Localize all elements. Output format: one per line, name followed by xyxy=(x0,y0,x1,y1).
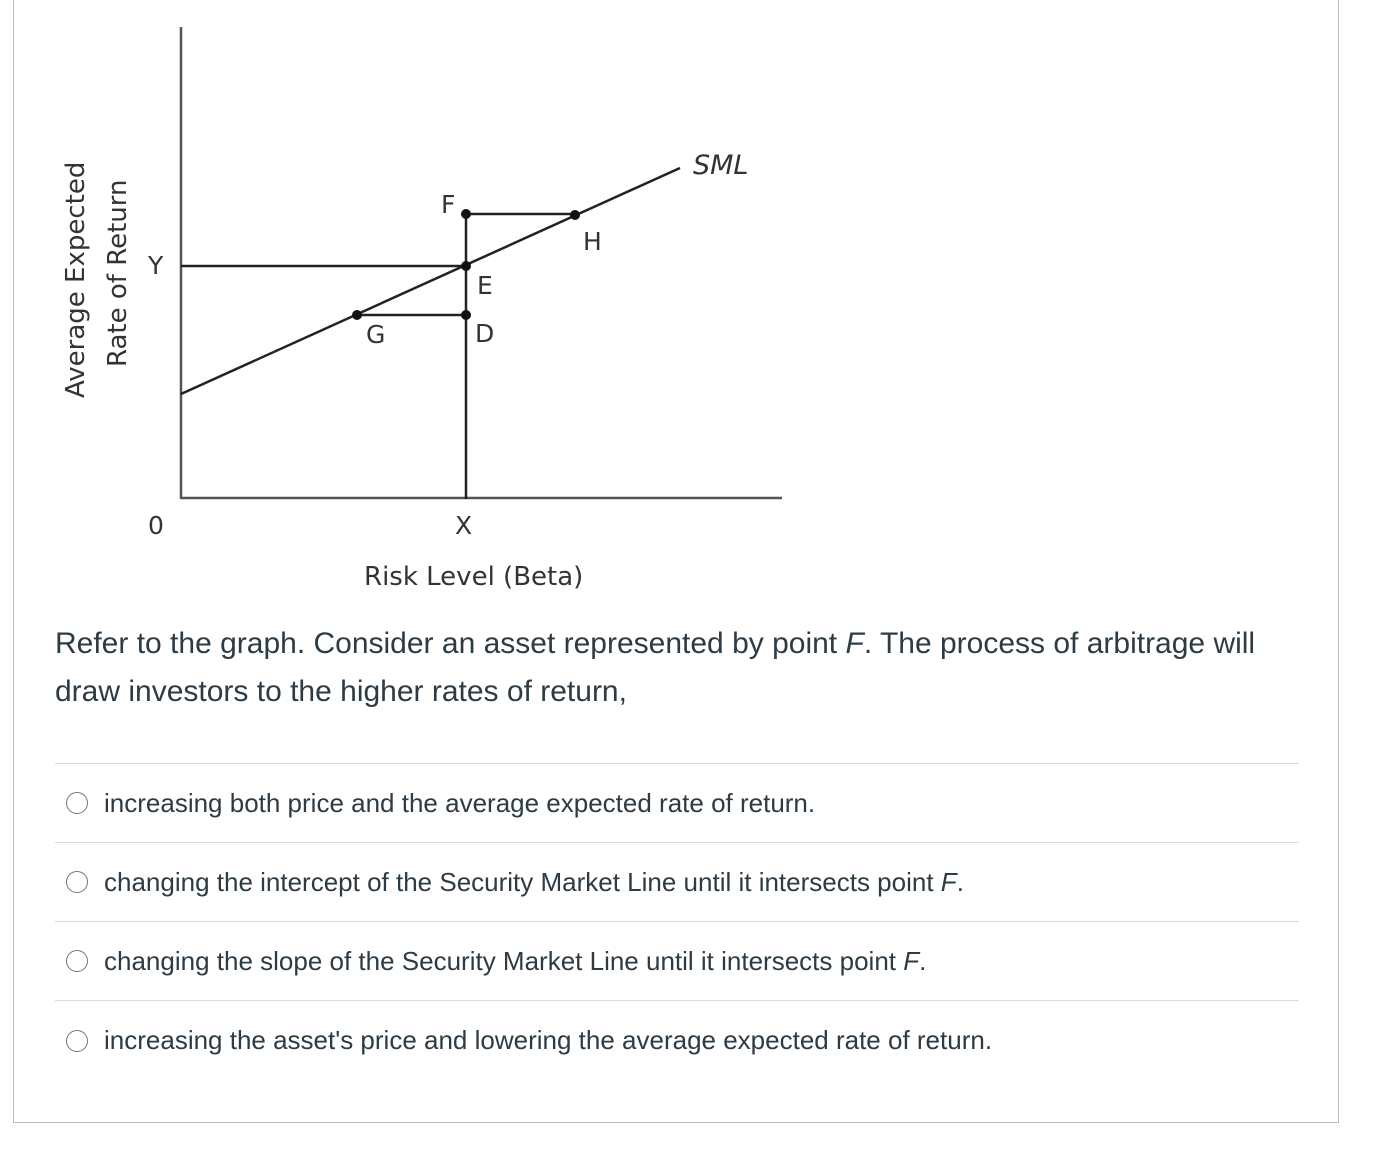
point-f-label: F xyxy=(441,190,456,219)
answer-option[interactable] xyxy=(55,763,1299,842)
answer-label[interactable]: changing the intercept of the Security Market Line until it intersects point F. xyxy=(104,866,964,897)
question-text: Refer to the graph. Consider an asset represented by point F. The process of arbitrage will draw investors to the higher rates of return, xyxy=(55,627,1256,708)
y-axis-label-line2: Rate of Return xyxy=(103,179,133,367)
point-h xyxy=(570,210,580,220)
point-g xyxy=(352,310,362,320)
origin-label: 0 xyxy=(148,511,164,540)
radio-button[interactable] xyxy=(66,950,88,972)
y-tick-label: Y xyxy=(148,251,164,280)
question-point-ref: F xyxy=(845,627,864,660)
point-h-label: H xyxy=(583,227,602,256)
point-e-label: E xyxy=(477,271,493,300)
answer-label[interactable]: changing the slope of the Security Market Line until it intersects point F. xyxy=(104,945,927,976)
radio-button[interactable] xyxy=(66,871,88,893)
point-f xyxy=(461,209,471,219)
sml-line xyxy=(181,168,680,394)
point-d xyxy=(461,310,471,320)
sml-label: SML xyxy=(693,150,749,181)
answer-option[interactable] xyxy=(55,842,1299,921)
answer-option[interactable] xyxy=(55,1000,1299,1080)
answer-label[interactable]: increasing the asset's price and lowering the average expected rate of return. xyxy=(104,1025,993,1055)
answer-list xyxy=(55,763,1299,1080)
point-d-label: D xyxy=(475,319,495,348)
x-axis-label: Risk Level (Beta) xyxy=(364,562,584,592)
point-e xyxy=(461,261,471,271)
x-tick-label: X xyxy=(455,511,473,540)
radio-button[interactable] xyxy=(66,1030,88,1052)
radio-button[interactable] xyxy=(66,792,88,814)
y-axis-label-line1: Average Expected xyxy=(61,161,91,398)
answer-option[interactable] xyxy=(55,921,1299,1000)
answer-label[interactable]: increasing both price and the average expected rate of return. xyxy=(104,787,816,818)
point-g-label: G xyxy=(366,320,386,349)
